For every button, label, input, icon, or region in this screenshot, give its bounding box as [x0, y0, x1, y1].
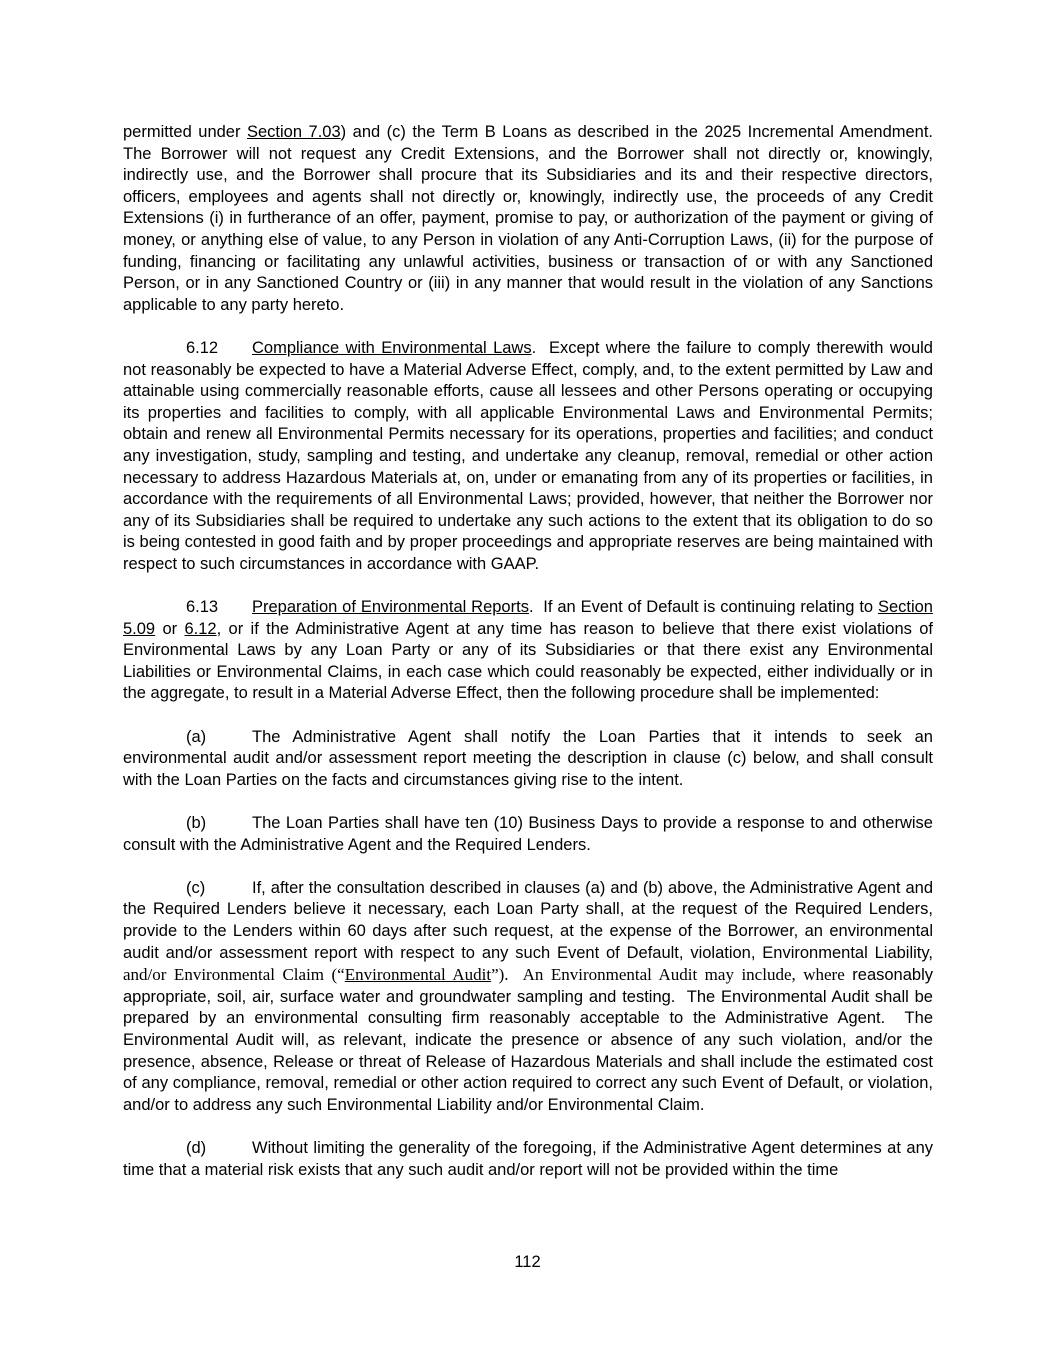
- section-6-12: [123, 338, 933, 576]
- clause-c: [123, 878, 933, 1117]
- clause-label: 6.13: [186, 598, 219, 617]
- paragraph-continuation: [123, 122, 933, 316]
- text-segment: permitted under: [123, 123, 247, 141]
- text-segment: Without limiting the generality of the foregoing, if the Administrative Agent determines at any time that a material risk exists that any such audit and/or report will not be provided within the time: [123, 1138, 933, 1179]
- clause-label: (c): [186, 878, 206, 897]
- paragraphs: [123, 122, 933, 1181]
- underlined-text: Preparation of Environmental Reports: [252, 598, 529, 617]
- text-segment: . If an Event of Default is continuing relating to: [528, 598, 878, 617]
- text-segment: reasonably appropriate, soil, air, surface water and groundwater sampling and testing. The Environmental Audit shall be prepared by an environmental consulting firm reasonably acceptable to the Administrative Agent. The Environmental Audit will, as relevant, indicate the presence or absence of any such violation, and/or the presence, absence, Release or threat of Release of Hazardous Materials and shall include the estimated cost of any compliance, removal, remedial or other action required to correct any such Event of Default, or violation, and/or to address any such Environmental Liability and/or Environmental Claim.: [123, 966, 934, 1114]
- clause-a: [123, 727, 933, 792]
- text-segment: ) and (c) the Term B Loans as described in the 2025 Incremental Amendment. The Borrower will not request any Credit Extensions, and the Borrower shall not directly or, knowingly, indirectly use, and the Borrower shall procure that its Subsidiaries and its and their respective directors, officers, employees and agents shall not directly or, knowingly, indirectly use, the proceeds of any Credit Extensions (i) in furtherance of an offer, payment, promise to pay, or authorization of the payment or giving of money, or anything else of value, to any Person in violation of any Anti-Corruption Laws, (ii) for the purpose of funding, financing or facilitating any unlawful activities, business or transaction of or with any Sanctioned Person, or in any Sanctioned Country or (iii) in any manner that would result in the violation of any Sanctions applicable to any party hereto.: [123, 123, 934, 314]
- clause-b: [123, 813, 933, 856]
- text-segment: If, after the consultation described in clauses (a) and (b) above, the Administrative Agent and the Required Lenders believe it necessary, each Loan Party shall, at the request of the Required Lenders, provide to the Lenders within 60 days after such request, at the expense of the Borrower, an environmental audit and/or assessment report with respect to any such Event of Default, violation, Environmental Liability,: [123, 878, 933, 962]
- text-segment: The Loan Parties shall have ten (10) Business Days to provide a response to and otherwise consult with the Administrative Agent and the Required Lenders.: [123, 814, 933, 854]
- text-segment: , or if the Administrative Agent at any time has reason to believe that there exist violations of Environmental Laws by any Loan Party or any of its Subsidiaries or that there exist any Environmental Liabilities or Environmental Claims, in each case which could reasonably be expected, either individually or in the aggregate, to result in a Material Adverse Effect, then the following procedure shall be implemented:: [123, 619, 934, 703]
- clause-label: (d): [186, 1138, 207, 1157]
- text-segment: . Except where the failure to comply therewith would not reasonably be expected to have a Material Adverse Effect, comply, and, to the extent permitted by Law and attainable using commercially reasonable efforts, cause all lessees and other Persons operating or occupying its properties and facilities to comply, with all applicable Environmental Laws and Environmental Permits; obtain and renew all Environmental Permits necessary for its operations, properties and facilities; and conduct any investigation, study, sampling and testing, and undertake any cleanup, removal, remedial or other action necessary to address Hazardous Materials at, on, under or emanating from any of its properties or facilities, in accordance with the requirements of all Environmental Laws; provided, however, that neither the Borrower nor any of its Subsidiaries shall be required to undertake any such actions to the extent that its obligation to do so is being contested in good faith and by proper proceedings and appropriate reserves are being maintained with respect to such circumstances in accordance with GAAP.: [123, 338, 933, 573]
- text-segment: or: [155, 619, 185, 638]
- underlined-text: Section 7.03: [247, 123, 341, 141]
- text-segment: The Administrative Agent shall notify the Loan Parties that it intends to seek an environmental audit and/or assessment report meeting the description in clause (c) below, and shall consult with the Loan Parties on the facts and circumstances giving rise to the intent.: [123, 727, 933, 789]
- clause-label: (b): [186, 814, 207, 832]
- underlined-text: Environmental Audit: [344, 965, 492, 985]
- text-segment: and/or Environmental Claim (“: [123, 965, 345, 985]
- section-6-13: [123, 597, 933, 705]
- underlined-text: Section 5.09: [123, 598, 933, 638]
- text-segment: ”). An Environmental Audit may include, where: [491, 965, 853, 985]
- underlined-text: Compliance with Environmental Laws: [252, 338, 532, 357]
- clause-label: (a): [186, 727, 207, 746]
- page-number: 112: [514, 1253, 541, 1271]
- underlined-text: 6.12: [184, 619, 217, 638]
- clause-label: 6.12: [186, 338, 219, 357]
- clause-d: [123, 1138, 933, 1181]
